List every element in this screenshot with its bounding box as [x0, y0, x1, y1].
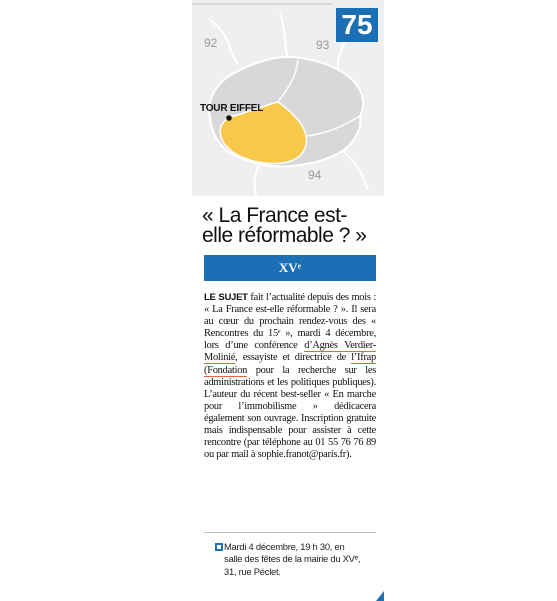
event-info-line-2: salle des fêtes de la mairie du XVᵉ, [224, 553, 361, 565]
eiffel-tower-marker [226, 115, 232, 121]
event-info-line-3: 31, rue Péclet. [224, 565, 281, 577]
divider [204, 532, 376, 533]
info-square-icon [215, 543, 223, 551]
event-info [224, 541, 374, 578]
body-part-2: , essayiste et directrice de [235, 352, 352, 364]
organization-name: l’Ifrap (Fondation [204, 352, 376, 376]
body-part-1: fait l’actualité depuis des mois : « La France est-elle réformable ? ». Il sera au cœur du prochain rendez-vous des « Rencontres du 15ᵉ », mardi 4 décembre, lors d’une conférence [204, 292, 376, 352]
section-bar: XVᵉ [204, 255, 376, 281]
newspaper-clipping [192, 0, 384, 601]
headline-line-1: « La France est- [202, 204, 347, 227]
event-info-line-1: Mardi 4 décembre, 19 h 30, en [224, 541, 345, 552]
dept-label-94: 94 [308, 168, 322, 182]
department-badge: 75 [336, 8, 378, 42]
eiffel-tower-label: TOUR EIFFEL [200, 103, 264, 114]
article-body [204, 292, 376, 461]
headline-line-2: elle réformable ? » [202, 224, 367, 247]
speaker-name: d’Agnès Verdier-Molinié [204, 340, 376, 364]
paris-map [192, 0, 384, 196]
dept-label-92: 92 [204, 36, 218, 50]
article-headline [202, 206, 380, 246]
article-lead: LE SUJET [204, 292, 248, 303]
body-part-3: pour la recherche sur les administrations et les politiques publiques). L’auteur du récent best-seller « En marche pour l’immobilisme » dédicacera également son ouvrage. Inscription gratuite mais indispensable pour assister à cette rencontre (par téléphone au 01 55 76 76 89 ou par mail à sophie.franot@paris.fr). [204, 364, 376, 461]
corner-mark [376, 591, 384, 601]
dept-label-93: 93 [316, 38, 330, 52]
